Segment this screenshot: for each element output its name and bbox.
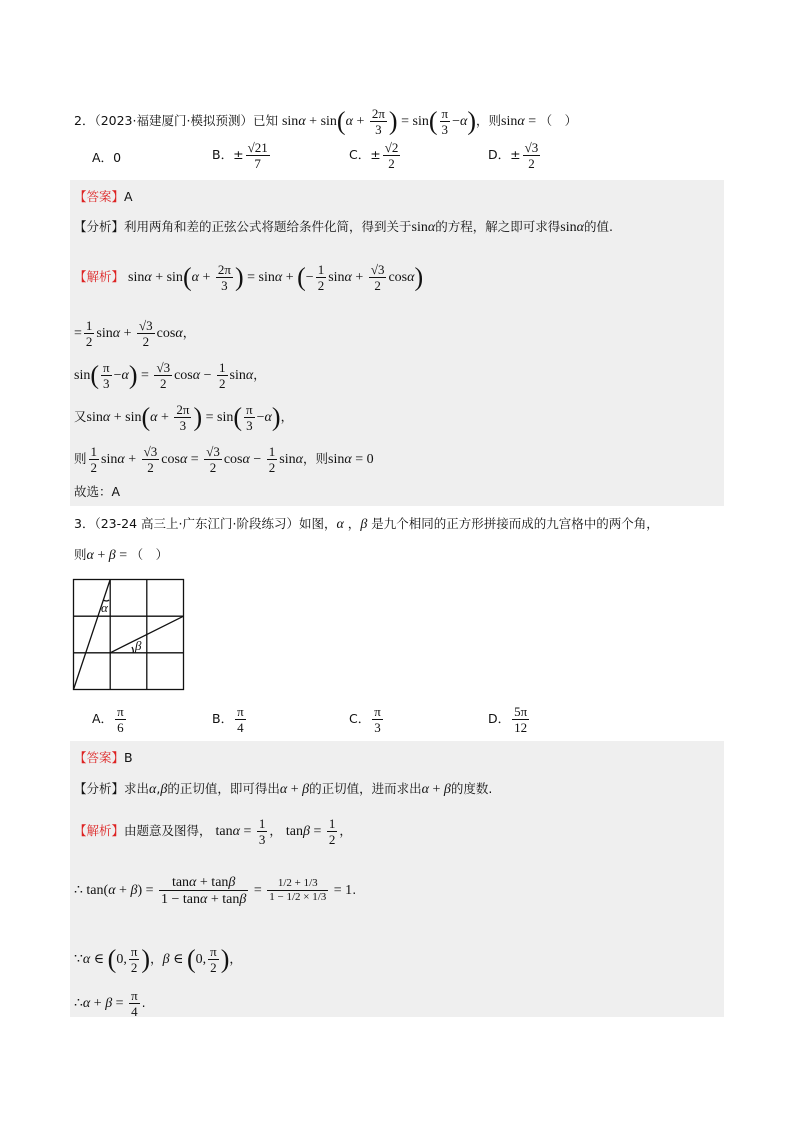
diagonal-alpha — [74, 580, 111, 690]
nine-grid-figure — [72, 578, 186, 692]
q2-solution-line-2: = $\frac{1}{2}$ sinα + $\frac{√3}{2}$ cosα， — [74, 318, 196, 349]
q2-solution-line-5: 则 $\frac{1}{2}$ sinα + $\frac{√3}{2}$ cosα = $\frac{√3}{2}$ cosα − $\frac{1}{2}$ sinα，则sinα = 0 — [74, 444, 374, 475]
q2-conclusion: 故选：A — [74, 484, 121, 499]
q3-solution-line-1: 【解析】由题意及图得， tanα = $\frac{1}{3}$ ， tanβ = $\frac{1}{2}$ ， — [74, 816, 352, 847]
q3-solution-line-4: ∴α + β = $\frac{\pi}{4}$ . — [74, 988, 146, 1019]
q3-analysis: 【分析】求出α,β的正切值，即可得出α + β的正切值，进而求出α + β的度数. — [74, 781, 493, 797]
q3-option-b: B． $\frac{\pi}{4}$ — [212, 704, 244, 735]
q2-solution-line-3: sin( $\frac{\pi}{3}$ −α) = $\frac{√3}{2}$ cosα − $\frac{1}{2}$ sinα， — [74, 360, 266, 391]
q2-option-c: C．± $\frac{√2}{2}$ — [349, 140, 399, 171]
q3-solution-line-3: ∵α ∈ (0, $\frac{\pi}{2}$ )，β ∈ (0, $\frac{\pi}{2}$ )， — [74, 944, 242, 975]
q3-stem-line-1: 3．（23-24 高三上·广东江门·阶段练习）如图，α ，β 是九个相同的正方形拼接而成的九宫格中的两个角， — [74, 516, 659, 532]
q2-option-b: B．± $\frac{√21}{7}$ — [212, 140, 268, 171]
q2-stem: 2．（2023·福建厦门·模拟预测）已知 sinα + sin(α + $\frac{2\pi}{3}$ ) = sin( $\frac{\pi}{3}$ −α)，则sinα = （ ） — [74, 106, 578, 137]
alpha-label: α — [101, 600, 108, 615]
q3-option-a: A． $\frac{\pi}{6}$ — [92, 704, 124, 735]
q3-stem-line-2: 则α + β = （ ） — [74, 547, 169, 563]
q3-option-d: D． $\frac{5\pi}{12}$ — [488, 704, 528, 735]
q2-answer: 【答案】A — [74, 189, 133, 204]
q3-option-c: C． $\frac{\pi}{3}$ — [349, 704, 381, 735]
q2-option-d: D．± $\frac{√3}{2}$ — [488, 140, 539, 171]
grid-border — [74, 580, 184, 690]
q2-option-a: A．0 — [92, 150, 122, 165]
q2-analysis: 【分析】利用两角和差的正弦公式将题给条件化简，得到关于sinα的方程，解之即可求得sinα的值. — [74, 219, 613, 235]
beta-label: β — [135, 638, 142, 653]
q3-solution-line-2: ∴ tan(α + β) = $\frac{\tan\alpha + \tan\beta}{1 - \tan\alpha + \tan\beta}$ = $\frac{1/2 + 1/3}{1 - 1/2 \times 1/3}$ = 1. — [74, 875, 357, 907]
q3-answer: 【答案】B — [74, 750, 133, 765]
q2-solution-line-4: 又sinα + sin(α + $\frac{2\pi}{3}$ ) = sin( $\frac{\pi}{3}$ −α)， — [74, 402, 294, 433]
beta-arc — [132, 647, 133, 653]
q2-solution-line-1: 【解析】 sinα + sin(α + $\frac{2\pi}{3}$ ) = sinα + (− $\frac{1}{2}$ sinα + $\frac{√3}{2}$ cosα) — [74, 262, 424, 293]
